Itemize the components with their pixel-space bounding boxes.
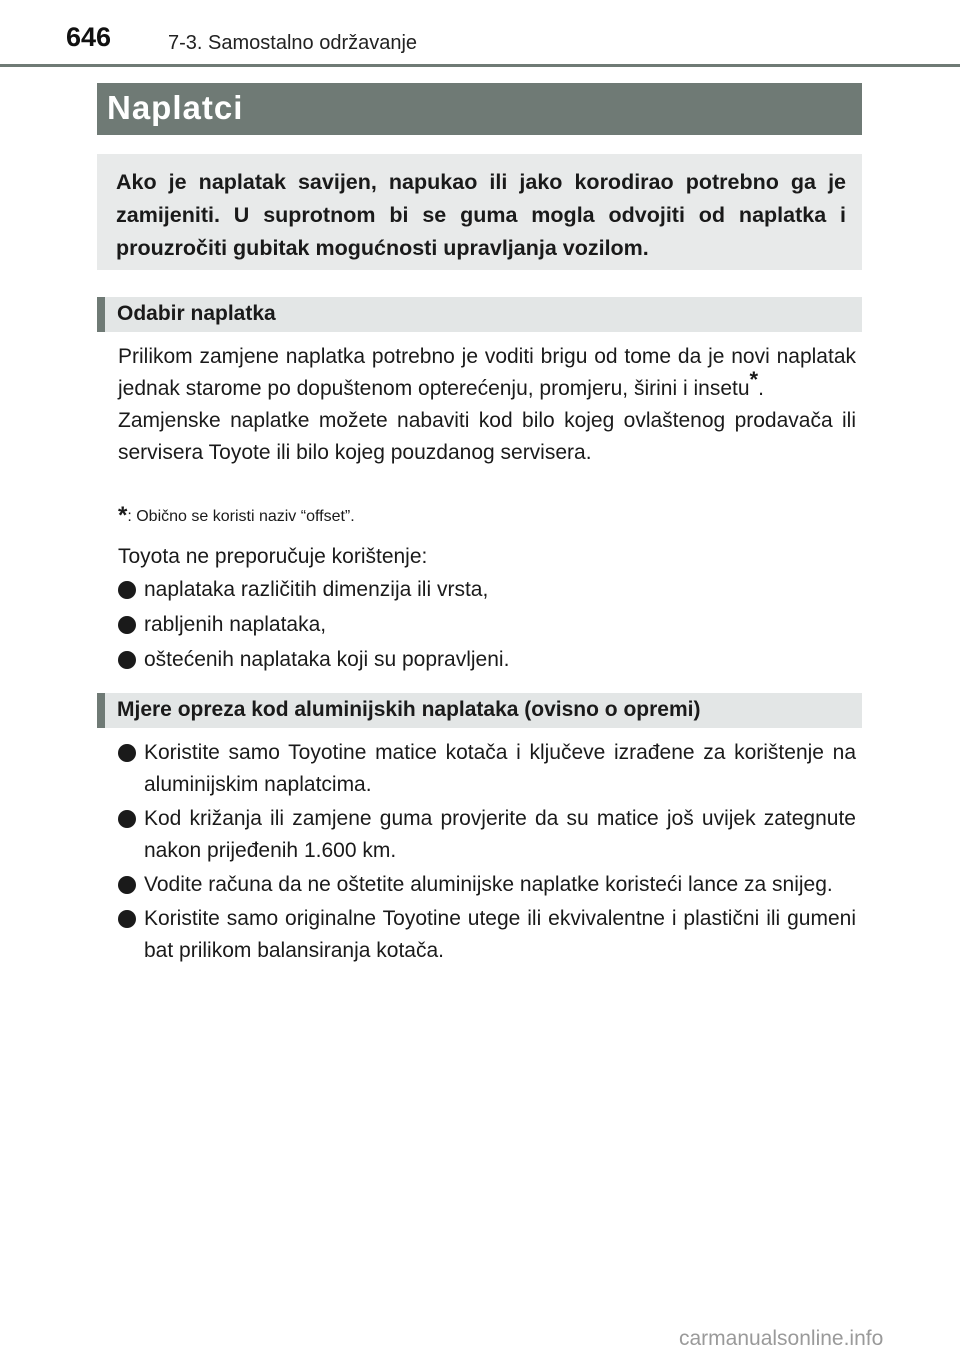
not-recommended-intro: Toyota ne preporučuje korištenje: bbox=[118, 545, 428, 568]
list-item: Koristite samo originalne Toyotine utege ili ekvivalentne i plastični ili gumeni bat prilikom balansiranja kotača. bbox=[118, 903, 856, 967]
list-item: Vodite računa da ne oštetite aluminijske naplatke koristeći lance za snijeg. bbox=[118, 869, 856, 901]
list-item: naplataka različitih dimenzija ili vrsta, bbox=[118, 574, 856, 606]
aluminium-precautions-list bbox=[118, 737, 856, 967]
list-item: Koristite samo Toyotine matice kotača i ključeve izrađene za korištenje na aluminijskim naplatcima. bbox=[118, 737, 856, 801]
section-label: 7-3. Samostalno održavanje bbox=[168, 32, 418, 54]
rim-selection-text bbox=[118, 341, 856, 469]
header-rule bbox=[0, 64, 960, 67]
page-number: 646 bbox=[66, 22, 112, 52]
intro-text: Ako je naplatak savijen, napukao ili jako korodirao potrebno ga je zamijeniti. U suprotnom bi se guma mogla odvojiti od naplatka i prouzročiti gubitak mogućnosti upravljanja vozilom. bbox=[116, 170, 846, 260]
rim-selection-paragraph: Prilikom zamjene naplatka potrebno je voditi brigu od tome da je novi naplatak jednak starome po dopuštenom opterećenju, promjeru, širini i insetu*. bbox=[118, 345, 856, 400]
intro-box bbox=[97, 154, 862, 270]
replacement-paragraph: Zamjenske naplatke možete nabaviti kod bilo kojeg ovlaštenog prodavača ili servisera Toyote ili bilo kojeg pouzdanog servisera. bbox=[118, 409, 856, 464]
asterisk-mark: * bbox=[749, 367, 759, 392]
bullet-icon bbox=[118, 651, 136, 669]
page-header bbox=[0, 0, 960, 70]
sub-heading-label: Odabir naplatka bbox=[117, 302, 276, 325]
watermark: carmanualsonline.info bbox=[679, 1327, 884, 1350]
bullet-icon bbox=[118, 876, 136, 894]
not-recommended-list bbox=[118, 574, 856, 676]
list-item: Kod križanja ili zamjene guma provjerite da su matice još uvijek zategnute nakon prijeđenih 1.600 km. bbox=[118, 803, 856, 867]
sub-heading-rim-selection bbox=[97, 297, 862, 332]
bullet-icon bbox=[118, 581, 136, 599]
bullet-icon bbox=[118, 810, 136, 828]
bullet-icon bbox=[118, 910, 136, 928]
bullet-icon bbox=[118, 616, 136, 634]
footnote-asterisk: * bbox=[118, 502, 128, 529]
sub-heading-label: Mjere opreza kod aluminijskih naplataka (ovisno o opremi) bbox=[117, 698, 701, 721]
bullet-icon bbox=[118, 744, 136, 762]
sub-heading-aluminium-rims bbox=[97, 693, 862, 728]
list-item: rabljenih naplataka, bbox=[118, 609, 856, 641]
footnote-text: : Obično se koristi naziv “offset”. bbox=[127, 508, 355, 525]
list-item: oštećenih naplataka koji su popravljeni. bbox=[118, 644, 856, 676]
footnote bbox=[118, 502, 838, 530]
title-banner bbox=[97, 83, 862, 135]
page-title: Naplatci bbox=[107, 89, 244, 126]
